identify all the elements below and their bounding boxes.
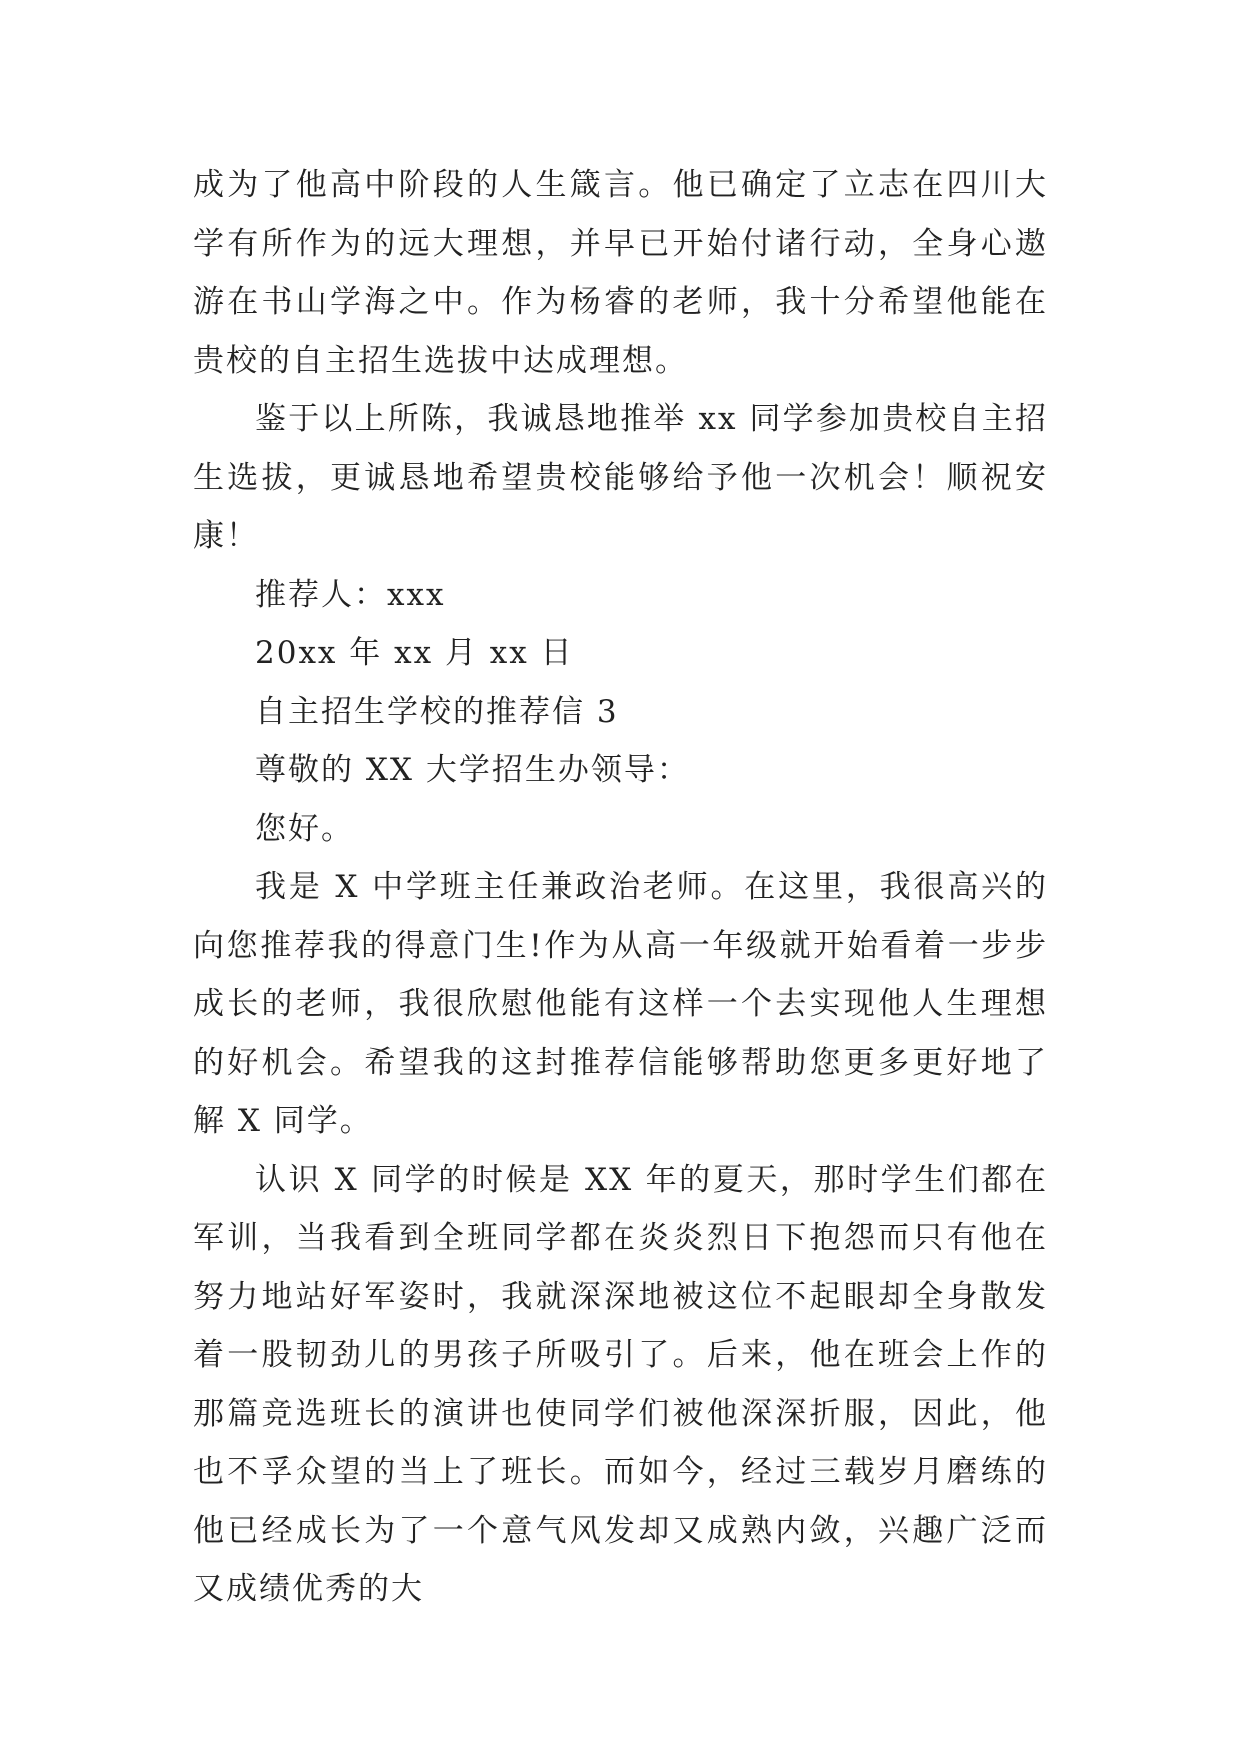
section-title: 自主招生学校的推荐信 3: [255, 693, 619, 730]
paragraph-story: 认识 X 同学的时候是 XX 年的夏天，那时学生们都在军训，当我看到全班同学都在炎炎烈日下抱怨而只有他在努力地站好军姿时，我就深深地被这位不起眼却全身散发着一股韧劲儿的男孩子所吸引了。后来，他在班会上作的那篇竞选班长的演讲也使同学们被他深深折服，因此，他也不孚众望的当上了班长。而如今，经过三载岁月磨练的他已经成长为了一个意气风发却又成熟内敛，兴趣广泛而又成绩优秀的大: [193, 1161, 1048, 1607]
paragraph-recommendation: 鉴于以上所陈，我诚恳地推举 xx 同学参加贵校自主招生选拔，更诚恳地希望贵校能够给予他一次机会！顺祝安康！: [193, 401, 1048, 554]
date-line: 20xx 年 xx 月 xx 日: [255, 635, 574, 671]
letter-body: [193, 156, 1048, 1619]
paragraph-introduction: 我是 X 中学班主任兼政治老师。在这里，我很高兴的向您推荐我的得意门生!作为从高一年级就开始看着一步步成长的老师，我很欣慰他能有这样一个去实现他人生理想的好机会。希望我的这封推荐信能够帮助您更多更好地了解 X 同学。: [193, 869, 1048, 1139]
greeting-line: 您好。: [255, 810, 354, 847]
salutation-line: 尊敬的 XX 大学招生办领导：: [255, 752, 690, 788]
recommender-line: 推荐人：xxx: [255, 576, 446, 613]
paragraph-continuation: 成为了他高中阶段的人生箴言。他已确定了立志在四川大学有所作为的远大理想，并早已开始付诸行动，全身心遨游在书山学海之中。作为杨睿的老师，我十分希望他能在贵校的自主招生选拔中达成理想。: [193, 167, 1048, 379]
